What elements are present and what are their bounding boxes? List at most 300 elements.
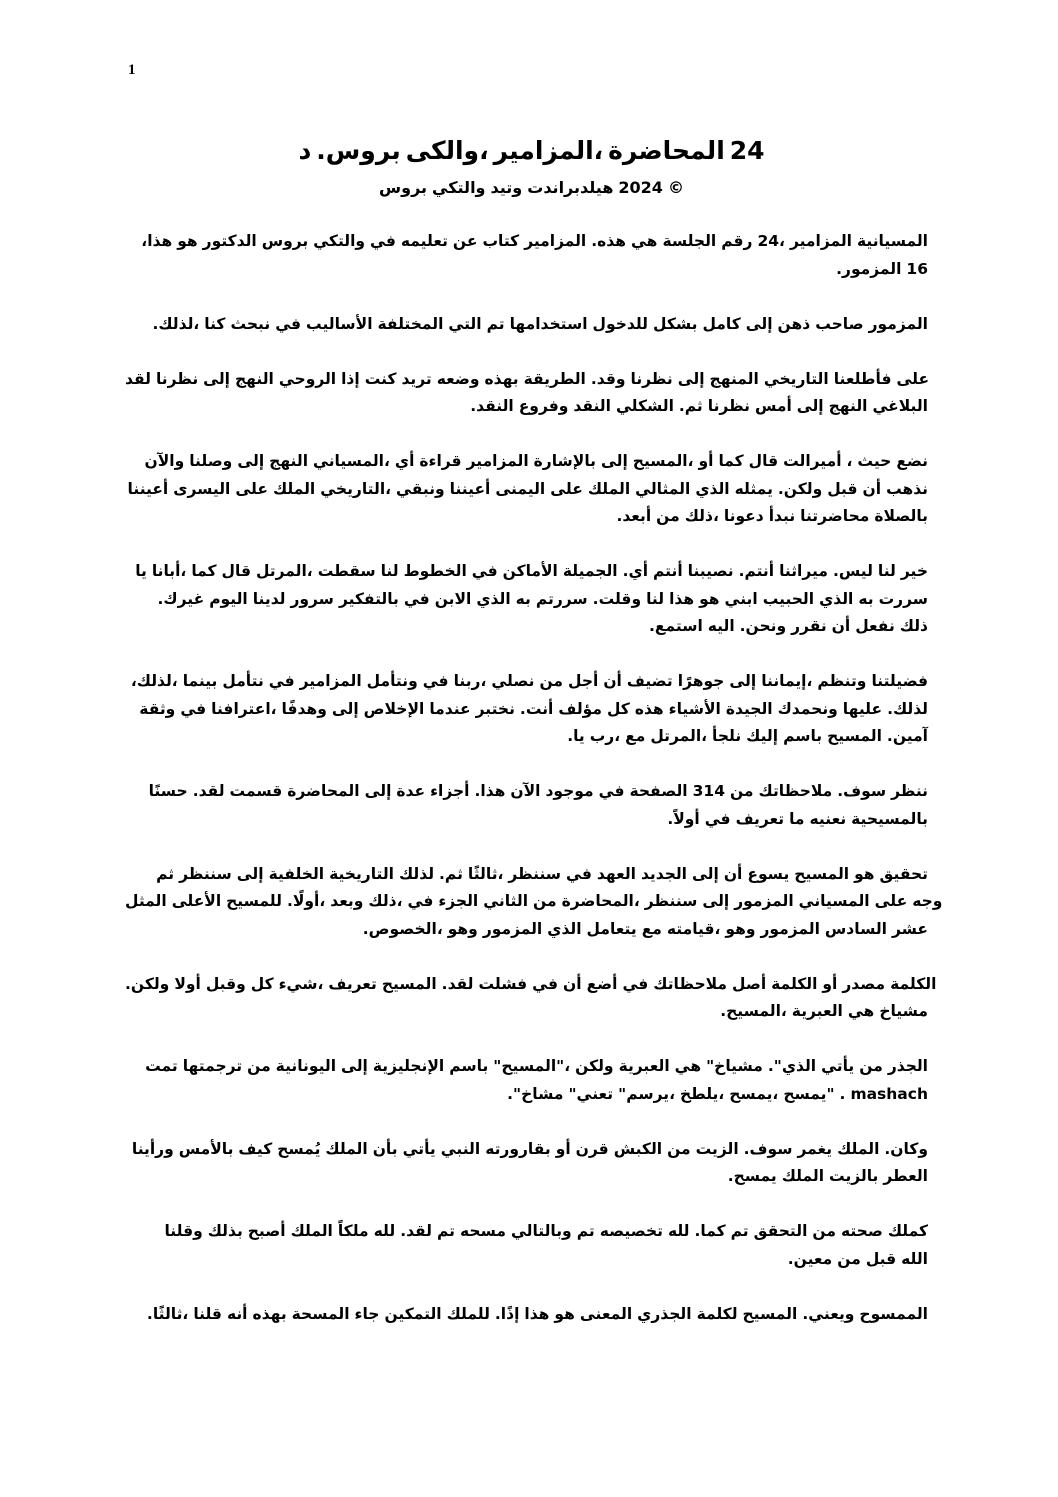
word: لنا bbox=[877, 562, 896, 580]
word: قسمت bbox=[229, 782, 283, 800]
word: الجلسة bbox=[662, 232, 717, 250]
word: المسيح، bbox=[632, 452, 694, 470]
word: إلى bbox=[745, 314, 773, 333]
word: المزمور bbox=[868, 314, 928, 333]
word: بهذه bbox=[252, 1304, 287, 1323]
word: إيماننا، bbox=[761, 672, 813, 690]
word: الكلمة bbox=[771, 974, 818, 993]
word: تريد bbox=[401, 369, 432, 388]
word: يمثله bbox=[734, 479, 773, 498]
word: 24 bbox=[729, 136, 765, 165]
word: ذلك bbox=[899, 617, 928, 635]
word: صحته bbox=[840, 1222, 883, 1240]
word: وتيد bbox=[490, 178, 523, 197]
word: الملك bbox=[837, 1139, 880, 1158]
word: المحاضرة bbox=[287, 782, 360, 800]
word: لقد bbox=[125, 369, 151, 388]
word: والآن bbox=[144, 452, 185, 470]
word: 24، bbox=[757, 232, 785, 250]
word: باسم bbox=[449, 1057, 489, 1075]
word: .لقد bbox=[192, 782, 225, 800]
word: الحبيب bbox=[762, 589, 815, 608]
word: ثالثًا، bbox=[467, 864, 504, 883]
text-line bbox=[120, 366, 928, 394]
word: تم bbox=[730, 1222, 749, 1240]
word: يغمر bbox=[797, 1139, 833, 1158]
word: أميرالت bbox=[783, 452, 842, 470]
word: .ويعني bbox=[802, 1304, 855, 1323]
word: قبل bbox=[865, 1249, 897, 1268]
word: به bbox=[515, 589, 531, 608]
word: إلى bbox=[341, 1057, 368, 1075]
word: استخدامها bbox=[509, 314, 588, 333]
word: والكى، bbox=[405, 136, 489, 165]
word: ،هذا bbox=[141, 232, 173, 250]
word: وجه bbox=[912, 892, 943, 910]
word: وهدفًا bbox=[281, 699, 327, 718]
word: تعريف bbox=[328, 974, 377, 993]
word: بالأمس bbox=[178, 1139, 234, 1158]
word: الجديد bbox=[640, 864, 687, 883]
word: النبي bbox=[440, 1139, 481, 1158]
word: نختبر bbox=[475, 699, 515, 718]
word: لكلمة bbox=[696, 1304, 738, 1323]
word: المزامير، bbox=[493, 136, 604, 165]
word: كل bbox=[250, 974, 274, 993]
word: من bbox=[656, 507, 680, 525]
word: ، bbox=[846, 452, 853, 470]
word: من bbox=[859, 1057, 883, 1075]
word: ما bbox=[789, 809, 805, 828]
word: المرتل، bbox=[650, 727, 708, 745]
word: .بروس bbox=[316, 136, 401, 165]
word: هو bbox=[699, 589, 720, 608]
word: ذهن bbox=[777, 314, 811, 333]
word: نقرر bbox=[791, 617, 827, 635]
word: الأعلى bbox=[171, 892, 222, 910]
word: اليسرى bbox=[173, 479, 231, 498]
word: على bbox=[235, 479, 268, 498]
word: قلنا bbox=[193, 1304, 222, 1323]
word: من bbox=[812, 1222, 836, 1240]
word: العبرية bbox=[618, 1057, 670, 1075]
word: كما bbox=[191, 562, 217, 580]
word: أن bbox=[862, 479, 882, 498]
word: بروس bbox=[261, 232, 309, 250]
word: أصبح bbox=[247, 1222, 286, 1240]
word: أجزاء bbox=[430, 782, 470, 800]
word: في bbox=[268, 672, 295, 690]
word: لذلك bbox=[399, 864, 435, 883]
word: إلى bbox=[237, 452, 265, 470]
word: الأساليب bbox=[306, 314, 373, 333]
word: .إذًا bbox=[494, 1304, 520, 1323]
word: بالمسيحية bbox=[851, 809, 928, 828]
word: أو bbox=[555, 1139, 571, 1158]
word: في bbox=[471, 562, 498, 580]
word: كملك bbox=[887, 1222, 928, 1240]
word: .ونحن bbox=[739, 617, 787, 635]
word: التاريخي، bbox=[320, 479, 392, 498]
word: .معين bbox=[787, 1249, 833, 1268]
word: سررتم bbox=[535, 589, 588, 608]
word: عشر bbox=[891, 919, 928, 938]
word: المسيح bbox=[827, 727, 882, 745]
text-line bbox=[120, 558, 928, 586]
word: .وقد bbox=[590, 369, 626, 388]
word: يمسح، bbox=[729, 1084, 779, 1103]
word: ميراثنا bbox=[779, 562, 828, 580]
word: الجميلة bbox=[562, 562, 618, 580]
word: نبدأ bbox=[768, 507, 796, 525]
word: بشكل bbox=[653, 314, 698, 333]
word: رب، bbox=[589, 727, 621, 745]
word: السادس bbox=[824, 919, 887, 938]
word: مصدر bbox=[842, 974, 886, 993]
word: أعيننا bbox=[449, 479, 491, 498]
word: بذلك bbox=[207, 1222, 243, 1240]
word: العبرية bbox=[791, 1002, 843, 1020]
word: التحقق bbox=[753, 1222, 808, 1240]
word: تعريف bbox=[735, 809, 785, 828]
paragraph bbox=[120, 861, 943, 944]
word: كنا bbox=[204, 314, 226, 333]
word: .ثم bbox=[439, 864, 463, 883]
word: حسنًا bbox=[148, 782, 188, 800]
word: المسيح bbox=[794, 864, 850, 883]
word: الأشياء bbox=[668, 699, 721, 718]
word: بروس bbox=[379, 178, 428, 197]
word: كتاب bbox=[482, 232, 520, 250]
word: هذا bbox=[669, 589, 695, 608]
word: .لذلك، bbox=[152, 314, 200, 333]
word: .أبعد bbox=[616, 507, 652, 525]
word: إلى bbox=[796, 397, 824, 415]
word: ذلك، bbox=[684, 507, 719, 525]
word: النقد bbox=[573, 397, 611, 415]
word: أن bbox=[723, 864, 743, 883]
word: وثقة bbox=[139, 699, 176, 718]
word: نظرنا bbox=[707, 397, 750, 415]
word: المثل bbox=[125, 892, 167, 910]
word: ربنا، bbox=[453, 672, 487, 690]
word: "تعني bbox=[568, 1084, 614, 1103]
text-line bbox=[120, 778, 928, 806]
text-line bbox=[120, 861, 928, 889]
text-line bbox=[120, 586, 928, 614]
word: العطر bbox=[883, 1167, 928, 1185]
word: 16 bbox=[906, 259, 928, 278]
word: لنا bbox=[646, 589, 665, 608]
word: يُمسح bbox=[277, 1139, 321, 1158]
word: في bbox=[275, 314, 302, 333]
word: الذي bbox=[476, 589, 511, 608]
word: .هذه bbox=[591, 232, 626, 250]
word: ،لذلك، bbox=[130, 672, 178, 690]
word: التاريخية bbox=[329, 864, 394, 883]
paragraph bbox=[120, 558, 928, 641]
word: ترجمتها bbox=[182, 1057, 243, 1075]
word: .وكان bbox=[884, 1139, 928, 1158]
word: رقم bbox=[721, 232, 753, 250]
text-line bbox=[120, 228, 928, 256]
word: لله bbox=[667, 1222, 690, 1240]
word: أنتم bbox=[653, 562, 683, 580]
text-line bbox=[120, 1053, 928, 1081]
word: التاريخي bbox=[763, 369, 829, 388]
word: الجذر bbox=[887, 1057, 928, 1075]
word: .النقد bbox=[470, 397, 514, 415]
word: نفعل bbox=[855, 617, 895, 635]
word: اعترافنا، bbox=[211, 699, 277, 718]
word: محاضرتنا bbox=[800, 507, 870, 525]
word: إلى bbox=[729, 672, 757, 690]
word: وبالتالي bbox=[510, 1222, 572, 1240]
word: المزمور bbox=[760, 919, 820, 938]
word: ."مشاخ bbox=[507, 1084, 564, 1103]
word: قبل bbox=[827, 479, 858, 498]
word: نظرنا bbox=[155, 369, 199, 388]
word: الذي bbox=[819, 589, 854, 608]
word: 314 bbox=[692, 782, 725, 800]
word: فأطلعنا bbox=[833, 369, 892, 388]
word: نلجأ bbox=[712, 727, 742, 745]
word: الدكتور bbox=[202, 232, 257, 250]
word: ملاحظاتك bbox=[653, 974, 728, 993]
word: .غيرك bbox=[157, 589, 205, 608]
word: من bbox=[247, 1057, 271, 1075]
word: مسحه bbox=[460, 1222, 506, 1240]
word: .يا bbox=[567, 727, 585, 745]
word: اليمنى bbox=[495, 479, 546, 498]
word: مؤلف bbox=[558, 699, 602, 718]
word: أن bbox=[603, 672, 622, 690]
word: الابن bbox=[434, 589, 472, 608]
word: مشياخ bbox=[879, 1002, 928, 1020]
word: ونتأمل bbox=[366, 672, 418, 690]
text-line bbox=[120, 1218, 928, 1246]
word: خير bbox=[900, 562, 928, 580]
word: الجيدة bbox=[725, 699, 773, 718]
word: كامل bbox=[702, 314, 741, 333]
word: يتعامل bbox=[586, 919, 637, 938]
word: أمس bbox=[754, 397, 792, 415]
word: الروحي bbox=[278, 369, 337, 388]
word: المزامير bbox=[299, 672, 362, 690]
word: المسيح bbox=[381, 974, 437, 993]
word: ونبقي bbox=[396, 479, 445, 498]
word: جاء bbox=[354, 1304, 380, 1323]
word: التمكين bbox=[384, 1304, 442, 1323]
word: .لقد bbox=[441, 974, 474, 993]
word: هي bbox=[674, 1057, 702, 1075]
word: لله bbox=[373, 1222, 396, 1240]
word: بالزيت bbox=[829, 1167, 879, 1185]
word: المنهج bbox=[709, 369, 759, 388]
word: تمت bbox=[145, 1057, 178, 1075]
word: الجزء bbox=[438, 892, 479, 910]
word: إلى bbox=[677, 369, 705, 388]
word: المسياني bbox=[798, 892, 870, 910]
word: "يرسم، bbox=[618, 1084, 675, 1103]
word: هو bbox=[554, 1304, 575, 1323]
word: المسياني، bbox=[313, 452, 390, 470]
word: هيلدبراندت bbox=[527, 178, 614, 197]
word: الخلفية bbox=[268, 864, 325, 883]
word: الذي bbox=[695, 479, 730, 498]
word: من bbox=[667, 1139, 691, 1158]
word: .لذلك bbox=[887, 699, 928, 718]
word: الآن bbox=[510, 782, 541, 800]
paragraph bbox=[120, 448, 928, 531]
text-line bbox=[120, 503, 928, 531]
word: مع bbox=[641, 919, 662, 938]
text-line bbox=[120, 476, 928, 504]
word: ملكاً bbox=[337, 1222, 369, 1240]
text-line bbox=[120, 723, 928, 751]
document-body bbox=[120, 228, 943, 1356]
word: نتأمل bbox=[222, 672, 264, 690]
paragraph bbox=[120, 228, 928, 283]
word: .ولكن bbox=[125, 974, 170, 993]
word: أبانا، bbox=[151, 562, 187, 580]
word: يا bbox=[135, 562, 147, 580]
word: أصل bbox=[732, 974, 767, 993]
word: الملك bbox=[290, 1222, 333, 1240]
word: "مشياخ bbox=[706, 1057, 763, 1075]
word: .وقلت bbox=[592, 589, 642, 608]
paragraph bbox=[120, 366, 928, 421]
word: مع bbox=[625, 727, 646, 745]
word: أي bbox=[394, 452, 415, 470]
word: اليه bbox=[707, 617, 735, 635]
text-line bbox=[120, 888, 943, 916]
word: أعيننا bbox=[127, 479, 169, 498]
paragraph bbox=[120, 1053, 928, 1108]
word: هو bbox=[177, 232, 198, 250]
document-subtitle bbox=[0, 178, 1058, 197]
word: فضيلتنا bbox=[871, 672, 928, 690]
text-line bbox=[120, 916, 928, 944]
word: تضيف bbox=[626, 672, 673, 690]
word: نظرنا bbox=[630, 369, 673, 388]
word: هو bbox=[854, 864, 875, 883]
word: على bbox=[874, 892, 908, 910]
word: إلى bbox=[203, 369, 230, 388]
word: المزمور bbox=[734, 892, 794, 910]
word: التي bbox=[448, 314, 482, 333]
word: هذا bbox=[524, 1304, 550, 1323]
word: المختلفة bbox=[377, 314, 444, 333]
word: أن bbox=[831, 617, 851, 635]
word: الملك bbox=[325, 1139, 368, 1158]
word: سننظر bbox=[644, 892, 698, 910]
word: .المسيح، bbox=[720, 1002, 787, 1020]
word: وتنظم bbox=[817, 672, 867, 690]
word: سقطت bbox=[317, 562, 376, 580]
word: .أنت bbox=[519, 699, 554, 718]
word: الطريقة bbox=[523, 369, 586, 388]
word: أو bbox=[822, 974, 838, 993]
word: موجود bbox=[545, 782, 594, 800]
word: اليوم bbox=[209, 589, 248, 608]
word: قيامته، bbox=[666, 919, 721, 938]
word: بينما bbox=[182, 672, 218, 690]
word: أجل bbox=[568, 672, 599, 690]
word: أولا bbox=[174, 974, 201, 993]
word: إذا bbox=[341, 369, 360, 388]
word: وصلنا bbox=[189, 452, 233, 470]
word: الملك bbox=[272, 479, 316, 498]
word: نبحث bbox=[230, 314, 271, 333]
word: بأن bbox=[372, 1139, 398, 1158]
word: للمسيح bbox=[226, 892, 282, 910]
word: وضعه bbox=[436, 369, 480, 388]
word: .الخصوص، bbox=[362, 919, 443, 938]
word: النهج bbox=[828, 397, 868, 415]
word: وبعد bbox=[330, 892, 364, 910]
word: كنت bbox=[364, 369, 397, 388]
word: تم bbox=[576, 1222, 595, 1240]
word: المعنى bbox=[579, 1304, 633, 1323]
word: هي bbox=[847, 1002, 875, 1020]
word: الصفحة bbox=[629, 782, 688, 800]
word: في bbox=[622, 974, 649, 993]
word: عن bbox=[452, 232, 478, 250]
word: سننظر bbox=[508, 864, 562, 883]
word: نضع bbox=[896, 452, 928, 470]
word: في bbox=[704, 809, 731, 828]
word: شيء، bbox=[278, 974, 324, 993]
word: يأتي bbox=[821, 1057, 855, 1075]
word: وفروع bbox=[518, 397, 569, 415]
word: والتكي bbox=[432, 178, 486, 197]
word: نصيبنا bbox=[687, 562, 734, 580]
word: .ليس bbox=[832, 562, 873, 580]
word: .لقد bbox=[400, 1222, 433, 1240]
word: باسم bbox=[783, 727, 823, 745]
word: الكلمة bbox=[890, 974, 937, 993]
word: في bbox=[598, 782, 625, 800]
word: الإنجليزية bbox=[372, 1057, 445, 1075]
word: .المزمور bbox=[836, 259, 902, 278]
word: كل bbox=[606, 699, 630, 718]
text-line bbox=[120, 448, 928, 476]
word: من bbox=[837, 1249, 861, 1268]
word: الشكلي bbox=[615, 397, 674, 415]
word: ذلك، bbox=[368, 892, 403, 910]
word: المزامير bbox=[789, 232, 852, 250]
word: المزامير bbox=[524, 232, 587, 250]
word: .أنتم bbox=[738, 562, 775, 580]
word: تعليمه bbox=[400, 232, 448, 250]
word: تم bbox=[437, 1222, 455, 1240]
word: صاحب bbox=[815, 314, 864, 333]
word: سرور bbox=[290, 589, 334, 608]
word: من bbox=[729, 782, 754, 800]
word: والتكي bbox=[313, 232, 366, 250]
paragraph bbox=[120, 971, 937, 1026]
word: ولكن bbox=[575, 1057, 614, 1075]
paragraph bbox=[120, 778, 928, 833]
text-line bbox=[120, 998, 928, 1026]
word: كيف bbox=[238, 1139, 273, 1158]
word: .يمسح bbox=[727, 1167, 777, 1185]
word: المسحة bbox=[291, 1304, 350, 1323]
word: ابني bbox=[724, 589, 758, 608]
word: إلى bbox=[236, 864, 264, 883]
word: بهذه bbox=[484, 369, 519, 388]
